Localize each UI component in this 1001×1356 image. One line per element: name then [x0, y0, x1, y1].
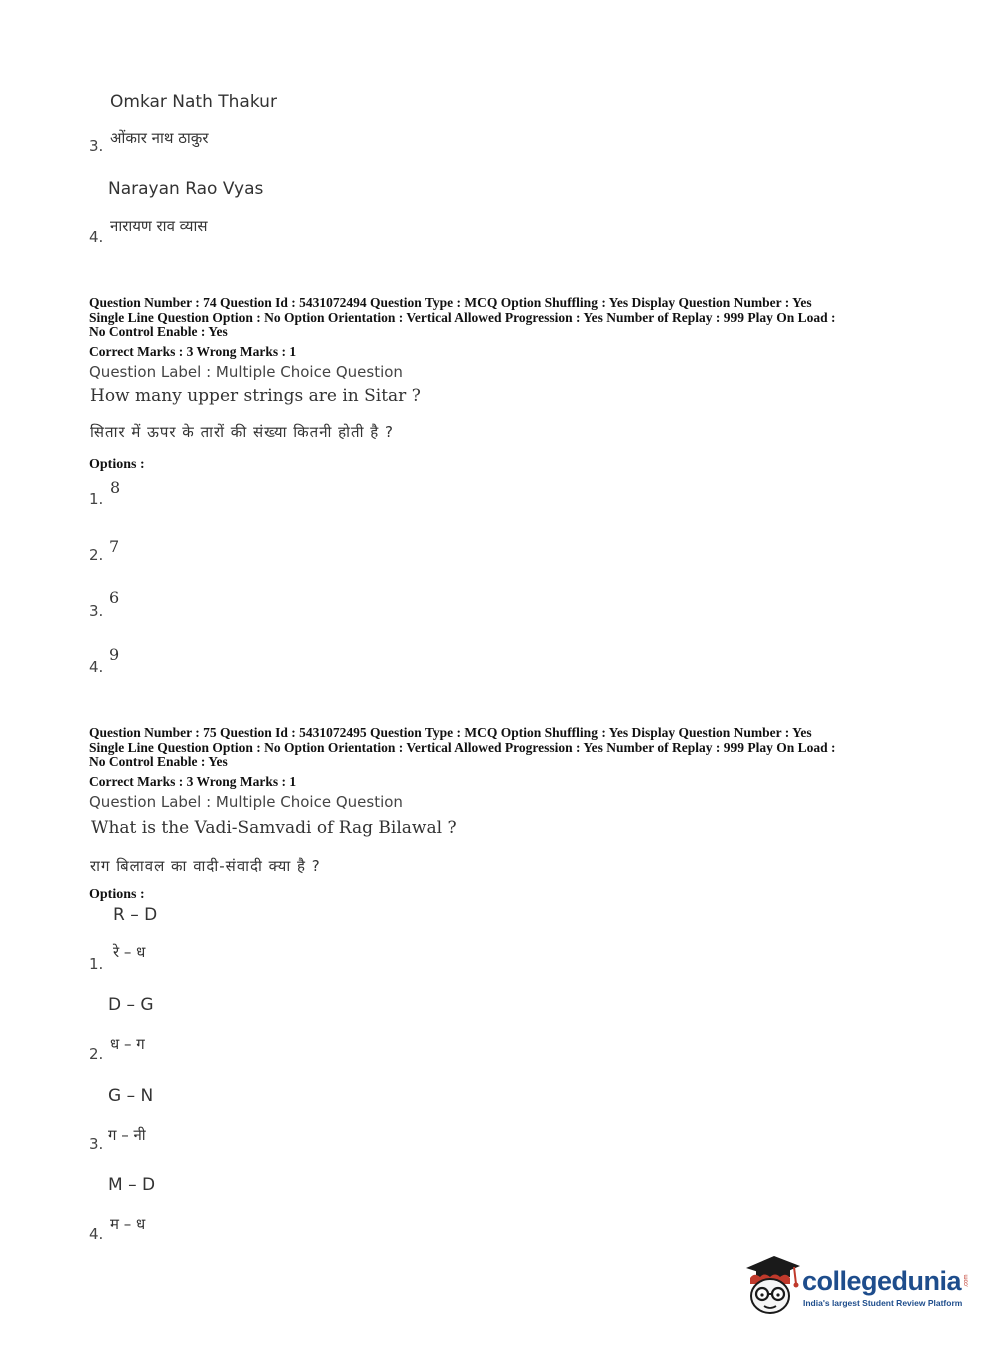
- q74-option-4-value[interactable]: 9: [109, 645, 120, 664]
- q75-option-4-hindi[interactable]: म – ध: [110, 1215, 146, 1233]
- q74-option-4-number: 4.: [89, 658, 104, 676]
- q75-options-heading: Options :: [89, 887, 145, 902]
- q75-meta-line3: No Control Enable : Yes: [89, 754, 228, 769]
- q74-option-1-number: 1.: [89, 490, 104, 508]
- q75-option-4-english[interactable]: M – D: [108, 1175, 156, 1195]
- q75-option-2-number: 2.: [89, 1045, 104, 1063]
- q75-option-3-number: 3.: [89, 1135, 104, 1153]
- q74-question-text-english: How many upper strings are in Sitar ?: [90, 386, 421, 406]
- q75-option-4-number: 4.: [89, 1225, 104, 1243]
- q74-marks: Correct Marks : 3 Wrong Marks : 1: [89, 344, 297, 359]
- logo-tagline: India's largest Student Review Platform: [803, 1298, 963, 1308]
- logo-name: collegedunia: [802, 1266, 962, 1296]
- q74-options-heading: Options :: [89, 457, 145, 472]
- q75-option-2-hindi[interactable]: ध – ग: [110, 1035, 145, 1053]
- collegedunia-logo[interactable]: [742, 1250, 970, 1322]
- prev-option-4-number: 4.: [89, 228, 104, 246]
- q75-question-text-hindi: राग बिलावल का वादी-संवादी क्या है ?: [90, 857, 321, 875]
- q75-question-label: Question Label : Multiple Choice Question: [89, 793, 403, 811]
- q74-option-1-value[interactable]: 8: [110, 478, 121, 497]
- q74-meta-line1: Question Number : 74 Question Id : 5431072494 Question Type : MCQ Option Shuffling : Yes Display Question Number : Yes: [89, 295, 812, 310]
- q74-option-2-number: 2.: [89, 546, 104, 564]
- q74-option-3-number: 3.: [89, 602, 104, 620]
- q74-meta-line3: No Control Enable : Yes: [89, 324, 228, 339]
- q75-question-text-english: What is the Vadi-Samvadi of Rag Bilawal ?: [91, 818, 457, 838]
- prev-option-3-hindi: ओंकार नाथ ठाकुर: [110, 129, 209, 147]
- q75-meta-line2: Single Line Question Option : No Option Orientation : Vertical Allowed Progression : Yes Number of Replay : 999 Play On Load :: [89, 740, 836, 755]
- q74-question-text-hindi: सितार में ऊपर के तारों की संख्या कितनी होती है ?: [90, 423, 394, 441]
- q75-option-1-hindi[interactable]: रे – ध: [113, 943, 146, 961]
- prev-option-4-hindi: नारायण राव व्यास: [110, 217, 208, 235]
- q75-option-1-number: 1.: [89, 955, 104, 973]
- mascot-icon: [742, 1250, 802, 1320]
- q75-meta-line1: Question Number : 75 Question Id : 5431072495 Question Type : MCQ Option Shuffling : Yes Display Question Number : Yes: [89, 725, 812, 740]
- q74-option-3-value[interactable]: 6: [109, 588, 120, 607]
- q74-meta-line2: Single Line Question Option : No Option Orientation : Vertical Allowed Progression : Yes Number of Replay : 999 Play On Load :: [89, 310, 836, 325]
- prev-option-4-english: Narayan Rao Vyas: [108, 179, 264, 199]
- q75-marks: Correct Marks : 3 Wrong Marks : 1: [89, 774, 297, 789]
- prev-option-3-english: Omkar Nath Thakur: [110, 92, 277, 112]
- q74-option-2-value[interactable]: 7: [109, 537, 120, 556]
- q74-question-label: Question Label : Multiple Choice Question: [89, 363, 403, 381]
- prev-option-3-number: 3.: [89, 137, 104, 155]
- q75-option-2-english[interactable]: D – G: [108, 995, 154, 1015]
- q75-option-1-english[interactable]: R – D: [113, 905, 158, 925]
- q75-option-3-english[interactable]: G – N: [108, 1086, 154, 1106]
- q75-option-3-hindi[interactable]: ग – नी: [108, 1126, 146, 1144]
- logo-com: .com: [963, 1274, 970, 1288]
